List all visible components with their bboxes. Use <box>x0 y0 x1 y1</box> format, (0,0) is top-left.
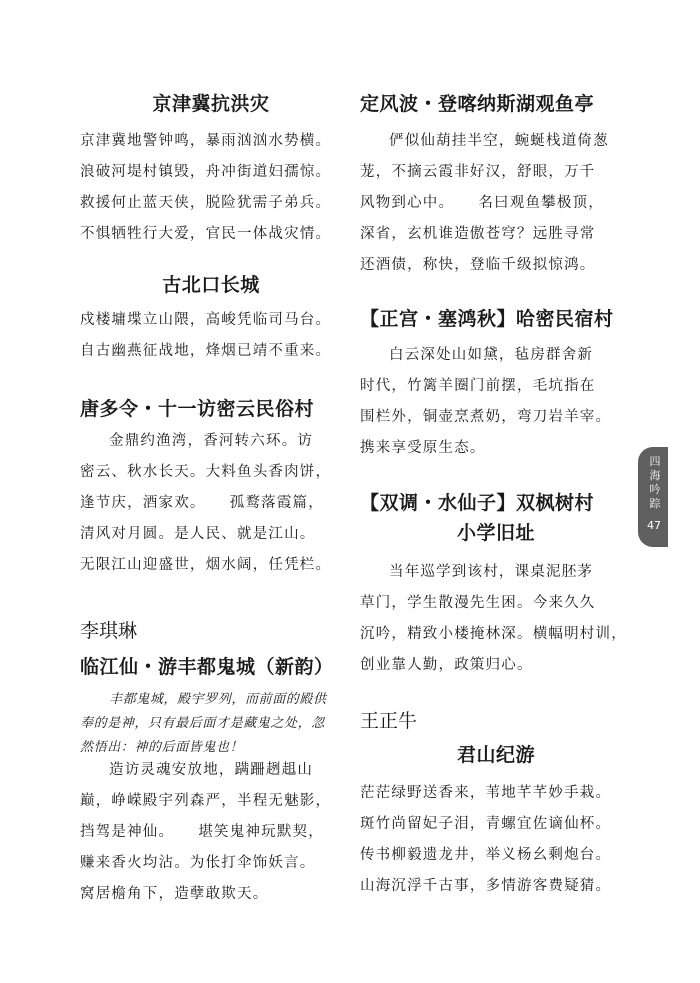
poem-line: 赚来香火均沾。为伥打伞饰妖言。 <box>80 855 316 871</box>
poem-line: 逢节庆，酒家欢。 孤鹜落霞篇， <box>80 495 324 511</box>
poem-line: 浪破河堤村镇毁，舟冲街道妇孺惊。 <box>80 164 332 180</box>
poem-line: 不惧牺牲行大爱，官民一体战灾情。 <box>80 226 332 242</box>
poem-line: 挡驾是神仙。 堪笑鬼神玩默契， <box>80 824 324 840</box>
poem-line: 还酒债，称快，登临千级拟惊鸿。 <box>360 257 596 273</box>
poem-line: 自古幽燕征战地，烽烟已靖不重来。 <box>80 343 332 359</box>
poem-line: 创业靠人勤，政策归心。 <box>360 657 533 673</box>
poem-line: 无限江山迎盛世，烟水阔，任凭栏。 <box>80 557 332 573</box>
poem-line: 风物到心中。 名曰观鱼攀极顶， <box>360 195 604 211</box>
author-name: 李琪琳 <box>80 620 138 642</box>
page-number: 47 <box>647 519 661 532</box>
poem-line: 深省，玄机谁造傲苍穹？远胜寻常 <box>360 226 596 242</box>
poem-line: 携来享受原生态。 <box>360 440 486 456</box>
poem-body <box>80 426 342 581</box>
poem-line: 京津冀地警钟鸣，暴雨汹汹水势横。 <box>80 133 332 149</box>
poem-line: 传书柳毅遗龙井，举义杨幺剩炮台。 <box>360 847 612 863</box>
poem-body <box>80 126 342 250</box>
poem-body <box>80 755 342 910</box>
poem-preface <box>80 688 342 760</box>
poem-line: 巅，峥嵘殿宇列森严，半程无魅影， <box>80 793 332 809</box>
poem-title: 【正宫・塞鸿秋】哈密民宿村 <box>360 308 614 330</box>
poem-line: 沉吟，精致小楼掩林深。横幅明村训， <box>360 626 627 642</box>
poem-line: 造访灵魂安放地，蹒跚趔趄山 <box>109 762 314 778</box>
poem-title: 京津冀抗洪灾 <box>152 93 270 115</box>
poem-line: 清风对月圆。是人民、就是江山。 <box>80 526 316 542</box>
poem-line: 俨似仙葫挂半空，蜿蜒栈道倚葱 <box>389 133 609 149</box>
poem-line: 戍楼墉堞立山隈，高峻凭临司马台。 <box>80 312 332 328</box>
poem-title: 【双调・水仙子】双枫树村 <box>360 492 595 514</box>
poem-line: 时代，竹篱羊圈门前摆，毛坑指在 <box>360 378 596 394</box>
poem-line: 斑竹尚留妃子泪，青螺宜佐谪仙杯。 <box>360 816 612 832</box>
section-tab <box>638 447 668 547</box>
preface-line: 丰都鬼城，殿宇罗列，而前面的殿供 <box>109 692 327 707</box>
preface-line: 奉的是神，只有最后面才是藏鬼之处，忽 <box>80 716 325 731</box>
section-tab-label <box>644 455 666 511</box>
poem-title: 临江仙・游丰都鬼城（新韵） <box>80 656 334 678</box>
poem-title-continued: 小学旧址 <box>456 522 535 544</box>
poem-title: 定风波・登喀纳斯湖观鱼亭 <box>360 93 595 115</box>
tab-char: 四 <box>649 455 661 468</box>
poem-line: 茫茫绿野送香来，苇地芊芊妙手栽。 <box>360 785 612 801</box>
poem-body <box>360 126 632 281</box>
poem-line: 当年巡学到该村，课桌泥胚茅 <box>389 564 594 580</box>
tab-char: 吟 <box>649 483 661 496</box>
poem-body <box>80 305 342 367</box>
poem-body <box>360 557 632 681</box>
poem-line: 围栏外，铜壶烹煮奶，弯刀岩羊宰。 <box>360 409 612 425</box>
poem-line: 白云深处山如黛，毡房群舍新 <box>389 347 594 363</box>
poem-title: 君山纪游 <box>456 744 535 766</box>
poem-body <box>360 340 632 464</box>
preface-line: 然悟出：神的后面皆鬼也！ <box>80 740 244 755</box>
poem-body <box>360 778 632 902</box>
poem-line: 救援何止蓝天侠，脱险犹需子弟兵。 <box>80 195 332 211</box>
author-name: 王正牛 <box>360 710 418 732</box>
tab-char: 踪 <box>649 497 661 510</box>
tab-char: 海 <box>649 469 661 482</box>
poem-line: 密云、秋水长天。大料鱼头香肉饼， <box>80 464 332 480</box>
poem-title: 古北口长城 <box>162 274 260 296</box>
poem-line: 山海沉浮千古事，多情游客费疑猜。 <box>360 878 612 894</box>
poem-line: 窝居檐角下，造孽敢欺天。 <box>80 886 269 902</box>
poem-line: 金鼎约渔湾，香河转六环。访 <box>109 433 314 449</box>
poem-line: 草门，学生散漫先生困。今来久久 <box>360 595 596 611</box>
poem-title: 唐多令・十一访密云民俗村 <box>80 398 315 420</box>
poem-line: 茏，不摘云霞非好汉，舒眼，万千 <box>360 164 596 180</box>
